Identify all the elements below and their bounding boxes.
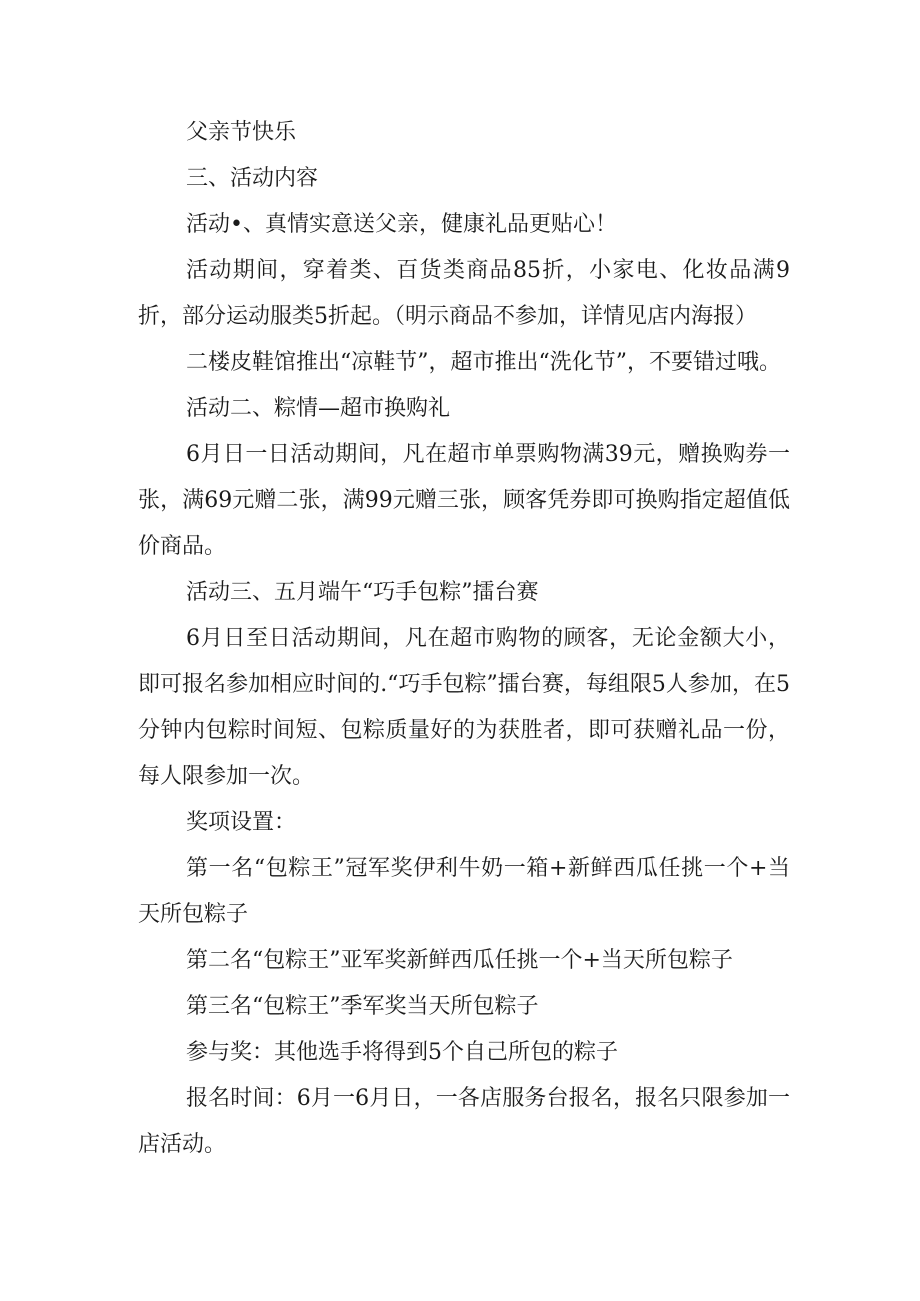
paragraph-award-participation: 参与奖：其他选手将得到5个自己所包的粽子 xyxy=(186,1040,618,1065)
document-body xyxy=(138,110,790,1168)
paragraph-activity-two-title: 活动二、粽情—超市换购礼 xyxy=(186,396,451,421)
paragraph-activity-one-detail: 活动期间，穿着类、百货类商品85折，小家电、化妆品满9折，部分运动服类5折起。（明示商品不参加，详情见店内海报） xyxy=(138,258,790,329)
paragraph-award-second: 第二名“包粽王”亚军奖新鲜西瓜任挑一个+当天所包粽子 xyxy=(186,948,733,973)
paragraph-heading-fathers-day: 父亲节快乐 xyxy=(186,120,297,145)
paragraph-award-third: 第三名“包粽王”季军奖当天所包粽子 xyxy=(186,994,539,1019)
paragraph-activity-three-title: 活动三、五月端午“巧手包粽”擂台赛 xyxy=(186,580,539,605)
paragraph-awards-heading: 奖项设置： xyxy=(186,810,297,835)
paragraph-activity-three-detail: 6月日至日活动期间，凡在超市购物的顾客，无论金额大小，即可报名参加相应时间的.“巧手包粽”擂台赛，每组限5人参加，在5分钟内包粽时间短、包粽质量好的为获胜者，即可获赠礼品一份，每人限参加一次。 xyxy=(138,626,790,789)
paragraph-activity-two-detail: 6月日一日活动期间，凡在超市单票购物满39元，赠换购券一张，满69元赠二张，满99元赠三张，顾客凭券即可换购指定超值低价商品。 xyxy=(138,442,790,559)
paragraph-section-heading: 三、活动内容 xyxy=(186,166,319,191)
paragraph-festival-notice: 二楼皮鞋馆推出“凉鞋节”，超市推出“洗化节”，不要错过哦。 xyxy=(186,350,781,375)
paragraph-activity-one-title: 活动•、真情实意送父亲，健康礼品更贴心！ xyxy=(186,212,617,237)
paragraph-registration-time: 报名时间：6月一6月日，一各店服务台报名，报名只限参加一店活动。 xyxy=(138,1086,790,1157)
paragraph-award-first: 第一名“包粽王”冠军奖伊利牛奶一箱+新鲜西瓜任挑一个+当天所包粽子 xyxy=(138,856,790,927)
